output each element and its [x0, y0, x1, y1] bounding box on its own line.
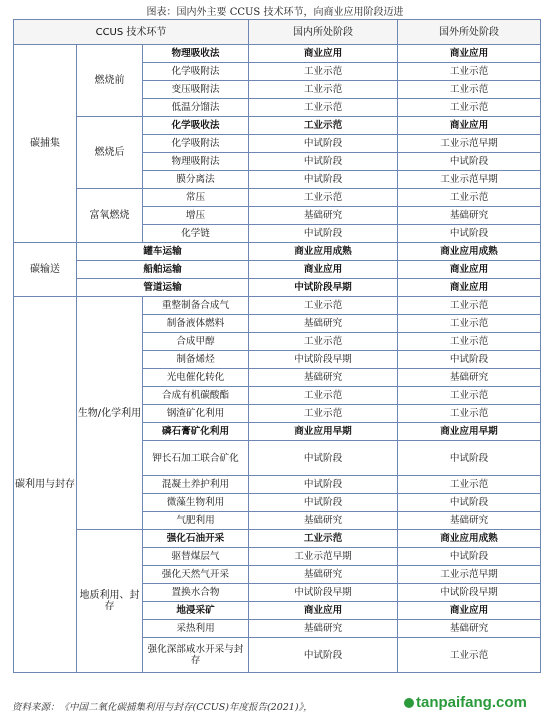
foreign-stage: 基础研究 — [398, 369, 541, 387]
foreign-stage: 工业示范 — [398, 189, 541, 207]
watermark-text: tanpaifang.com — [416, 694, 527, 711]
domestic-stage: 基础研究 — [249, 315, 398, 333]
header-foreign: 国外所处阶段 — [398, 20, 541, 45]
domestic-stage: 基础研究 — [249, 207, 398, 225]
foreign-stage: 商业应用 — [398, 279, 541, 297]
foreign-stage: 工业示范 — [398, 297, 541, 315]
tech-name: 钾长石加工联合矿化 — [143, 441, 249, 476]
domestic-stage: 工业示范 — [249, 63, 398, 81]
foreign-stage: 工业示范 — [398, 81, 541, 99]
domestic-stage: 工业示范早期 — [249, 548, 398, 566]
domestic-stage: 商业应用成熟 — [249, 243, 398, 261]
domestic-stage: 中试阶段 — [249, 225, 398, 243]
foreign-stage: 商业应用 — [398, 117, 541, 135]
tech-name: 强化深部咸水开采与封存 — [143, 638, 249, 673]
tech-name: 合成甲醇 — [143, 333, 249, 351]
header-row — [14, 20, 541, 45]
table-caption: 图表：国内外主要 CCUS 技术环节，向商业应用阶段迈进 — [146, 7, 404, 18]
domestic-stage: 基础研究 — [249, 512, 398, 530]
tech-name: 强化石油开采 — [143, 530, 249, 548]
domestic-stage: 工业示范 — [249, 387, 398, 405]
foreign-stage: 中试阶段 — [398, 494, 541, 512]
foreign-stage: 商业应用 — [398, 602, 541, 620]
table-row — [14, 261, 541, 279]
watermark — [404, 694, 527, 711]
foreign-stage: 工业示范 — [398, 638, 541, 673]
table-row — [14, 297, 541, 315]
tech-name: 增压 — [143, 207, 249, 225]
table-row — [14, 117, 541, 135]
tech-name: 物理吸附法 — [143, 153, 249, 171]
tech-name: 制备液体燃料 — [143, 315, 249, 333]
domestic-stage: 基础研究 — [249, 566, 398, 584]
foreign-stage: 工业示范早期 — [398, 171, 541, 189]
tech-name: 罐车运输 — [77, 243, 249, 261]
domestic-stage: 工业示范 — [249, 297, 398, 315]
domestic-stage: 中试阶段 — [249, 441, 398, 476]
foreign-stage: 工业示范早期 — [398, 135, 541, 153]
foreign-stage: 工业示范 — [398, 476, 541, 494]
ccus-stage-table — [13, 19, 541, 673]
tech-name: 常压 — [143, 189, 249, 207]
subcategory-bio: 生物/化学利用 — [77, 297, 143, 530]
tech-name: 置换水合物 — [143, 584, 249, 602]
tech-name: 管道运输 — [77, 279, 249, 297]
tech-name: 化学链 — [143, 225, 249, 243]
foreign-stage: 商业应用 — [398, 45, 541, 63]
foreign-stage: 工业示范 — [398, 99, 541, 117]
domestic-stage: 工业示范 — [249, 99, 398, 117]
foreign-stage: 工业示范 — [398, 387, 541, 405]
domestic-stage: 中试阶段 — [249, 135, 398, 153]
watermark-logo-icon — [404, 698, 414, 708]
foreign-stage: 商业应用 — [398, 261, 541, 279]
tech-name: 变压吸附法 — [143, 81, 249, 99]
foreign-stage: 中试阶段 — [398, 548, 541, 566]
foreign-stage: 商业应用早期 — [398, 423, 541, 441]
foreign-stage: 工业示范 — [398, 315, 541, 333]
foreign-stage: 工业示范 — [398, 405, 541, 423]
domestic-stage: 工业示范 — [249, 117, 398, 135]
tech-name: 制备烯烃 — [143, 351, 249, 369]
tech-name: 化学吸收法 — [143, 117, 249, 135]
header-domestic: 国内所处阶段 — [249, 20, 398, 45]
foreign-stage: 商业应用成熟 — [398, 530, 541, 548]
table-row — [14, 45, 541, 63]
tech-name: 化学吸附法 — [143, 63, 249, 81]
tech-name: 合成有机碳酸酯 — [143, 387, 249, 405]
domestic-stage: 中试阶段早期 — [249, 584, 398, 602]
foreign-stage: 中试阶段 — [398, 225, 541, 243]
domestic-stage: 中试阶段 — [249, 638, 398, 673]
domestic-stage: 基础研究 — [249, 620, 398, 638]
domestic-stage: 中试阶段 — [249, 476, 398, 494]
domestic-stage: 工业示范 — [249, 189, 398, 207]
domestic-stage: 工业示范 — [249, 333, 398, 351]
domestic-stage: 中试阶段 — [249, 171, 398, 189]
tech-name: 采热利用 — [143, 620, 249, 638]
source-note: 资料来源：《中国二氧化碳捕集利用与封存(CCUS)年度报告(2021)》， — [12, 702, 313, 713]
subcategory-pre: 燃烧前 — [77, 45, 143, 117]
tech-name: 重整制备合成气 — [143, 297, 249, 315]
tech-name: 气肥利用 — [143, 512, 249, 530]
foreign-stage: 商业应用成熟 — [398, 243, 541, 261]
tech-name: 磷石膏矿化利用 — [143, 423, 249, 441]
foreign-stage: 基础研究 — [398, 620, 541, 638]
table-row — [14, 243, 541, 261]
subcategory-oxy: 富氧燃烧 — [77, 189, 143, 243]
tech-name: 驱替煤层气 — [143, 548, 249, 566]
foreign-stage: 中试阶段 — [398, 153, 541, 171]
domestic-stage: 中试阶段 — [249, 153, 398, 171]
tech-name: 膜分离法 — [143, 171, 249, 189]
tech-name: 化学吸附法 — [143, 135, 249, 153]
tech-name: 微藻生物利用 — [143, 494, 249, 512]
subcategory-geo: 地质利用、封存 — [77, 530, 143, 673]
category-utilization: 碳利用与封存 — [14, 297, 77, 673]
domestic-stage: 中试阶段早期 — [249, 351, 398, 369]
tech-name: 混凝土养护利用 — [143, 476, 249, 494]
domestic-stage: 商业应用 — [249, 602, 398, 620]
tech-name: 强化天然气开采 — [143, 566, 249, 584]
domestic-stage: 中试阶段早期 — [249, 279, 398, 297]
foreign-stage: 工业示范 — [398, 333, 541, 351]
foreign-stage: 基础研究 — [398, 207, 541, 225]
table-row — [14, 530, 541, 548]
foreign-stage: 中试阶段早期 — [398, 584, 541, 602]
table-row — [14, 189, 541, 207]
tech-name: 低温分馏法 — [143, 99, 249, 117]
foreign-stage: 中试阶段 — [398, 351, 541, 369]
tech-name: 物理吸收法 — [143, 45, 249, 63]
foreign-stage: 工业示范 — [398, 63, 541, 81]
header-tech: CCUS 技术环节 — [14, 20, 249, 45]
domestic-stage: 商业应用 — [249, 45, 398, 63]
table-row — [14, 279, 541, 297]
domestic-stage: 基础研究 — [249, 369, 398, 387]
domestic-stage: 中试阶段 — [249, 494, 398, 512]
domestic-stage: 工业示范 — [249, 81, 398, 99]
tech-name: 光电催化转化 — [143, 369, 249, 387]
tech-name: 船舶运输 — [77, 261, 249, 279]
domestic-stage: 工业示范 — [249, 405, 398, 423]
domestic-stage: 工业示范 — [249, 530, 398, 548]
domestic-stage: 商业应用早期 — [249, 423, 398, 441]
foreign-stage: 基础研究 — [398, 512, 541, 530]
subcategory-post: 燃烧后 — [77, 117, 143, 189]
category-capture: 碳捕集 — [14, 45, 77, 243]
tech-name: 地浸采矿 — [143, 602, 249, 620]
tech-name: 钢渣矿化利用 — [143, 405, 249, 423]
foreign-stage: 中试阶段 — [398, 441, 541, 476]
category-transport: 碳输送 — [14, 243, 77, 297]
domestic-stage: 商业应用 — [249, 261, 398, 279]
foreign-stage: 工业示范早期 — [398, 566, 541, 584]
